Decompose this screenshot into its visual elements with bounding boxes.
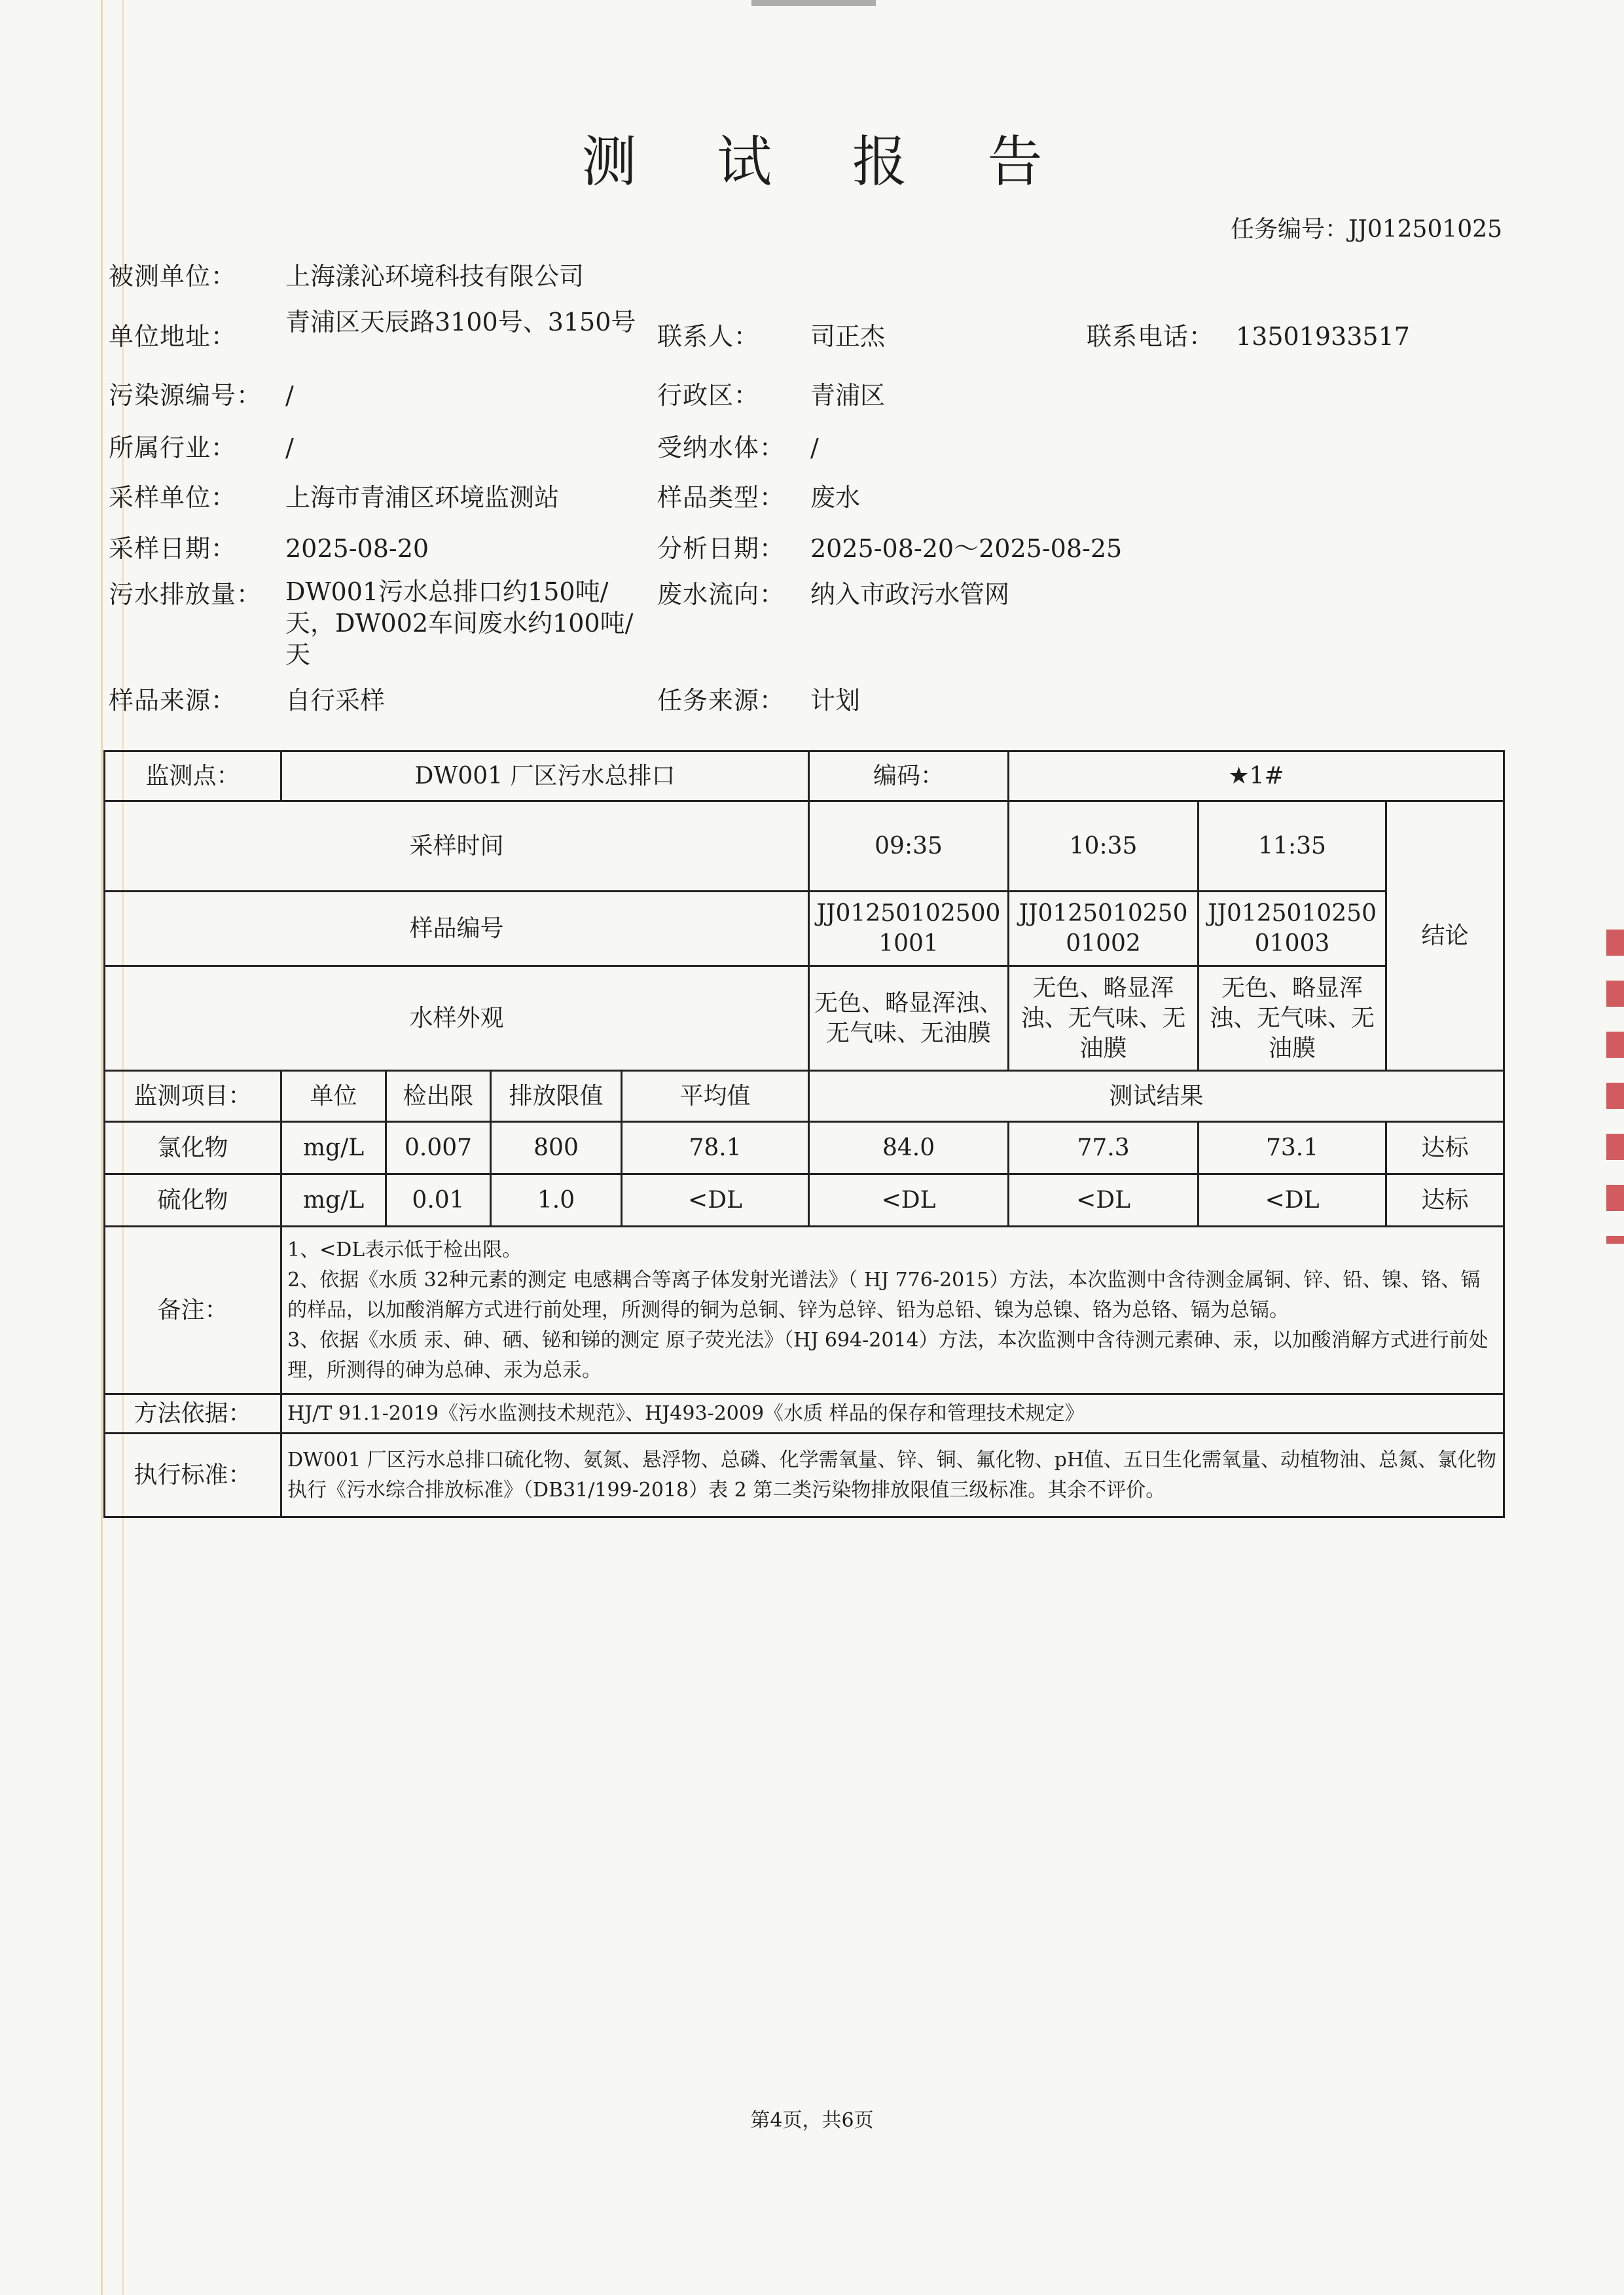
sample-time-2: 10:35 <box>1009 801 1199 892</box>
dl-header: 检出限 <box>386 1071 491 1122</box>
red-seal-edge <box>1606 930 1624 1244</box>
sample-time-1: 09:35 <box>809 801 1009 892</box>
result-1: <DL <box>809 1174 1009 1227</box>
result-3: 73.1 <box>1199 1122 1386 1174</box>
appearance-1: 无色、略显浑浊、无气味、无油膜 <box>809 966 1009 1071</box>
task-source-label: 任务来源： <box>657 686 785 715</box>
limit-value: 1.0 <box>491 1174 622 1227</box>
address-value: 青浦区天辰路3100号、3150号 <box>285 308 636 336</box>
sample-no-1: JJ012501025001001 <box>809 892 1009 966</box>
address-label: 单位地址： <box>109 322 237 351</box>
method-label: 方法依据： <box>105 1394 281 1434</box>
standard-row <box>105 1434 1504 1517</box>
results-table <box>103 750 1505 1518</box>
notes-label: 备注： <box>105 1227 281 1394</box>
phone-value: 13501933517 <box>1236 322 1410 351</box>
sample-date-value: 2025-08-20 <box>285 534 429 563</box>
analysis-date-value: 2025-08-20～2025-08-25 <box>810 534 1123 563</box>
point-label: 监测点： <box>105 751 281 801</box>
discharge-label: 污水排放量： <box>109 580 262 609</box>
code-value: ★1# <box>1009 751 1504 801</box>
code-label: 编码： <box>809 751 1009 801</box>
discharge-value: DW001污水总排口约150吨/天，DW002车间废水约100吨/天 <box>285 577 634 669</box>
page-number: 第4页，共6页 <box>750 2109 874 2132</box>
appearance-2: 无色、略显浑浊、无气味、无油膜 <box>1009 966 1199 1071</box>
task-source-value: 计划 <box>810 686 861 715</box>
result-2: <DL <box>1009 1174 1199 1227</box>
standard-value: DW001 厂区污水总排口硫化物、氨氮、悬浮物、总磷、化学需氧量、锌、铜、氟化物、pH值、五日生化需氧量、动植物油、总氮、氯化物执行《污水综合排放标准》（DB31/199-2018）表 2 第二类污染物排放限值三级标准。其余不评价。 <box>281 1434 1504 1517</box>
point-value: DW001 厂区污水总排口 <box>281 751 809 801</box>
sampler-value: 上海市青浦区环境监测站 <box>285 483 560 512</box>
unit-header: 单位 <box>281 1071 386 1122</box>
avg-value: 78.1 <box>622 1122 809 1174</box>
district-value: 青浦区 <box>810 381 886 410</box>
point-row <box>105 751 1504 801</box>
sample-type-value: 废水 <box>810 483 861 512</box>
header-row <box>105 1071 1504 1122</box>
notes-row <box>105 1227 1504 1394</box>
sample-type-label: 样品类型： <box>657 483 785 512</box>
flow-value: 纳入市政污水管网 <box>810 580 1010 609</box>
appearance-3: 无色、略显浑浊、无气味、无油膜 <box>1199 966 1386 1071</box>
sample-no-2: JJ012501025001002 <box>1009 892 1199 966</box>
source-no-label: 污染源编号： <box>109 381 262 410</box>
avg-value: <DL <box>622 1174 809 1227</box>
conclusion-value: 达标 <box>1386 1122 1504 1174</box>
task-number: 任务编号：JJ012501025 <box>1230 216 1502 243</box>
flow-label: 废水流向： <box>657 580 785 609</box>
industry-value: / <box>285 433 294 462</box>
limit-header: 排放限值 <box>491 1071 622 1122</box>
origin-value: 自行采样 <box>285 686 386 715</box>
note-1: 1、<DL表示低于检出限。 <box>287 1238 522 1261</box>
industry-label: 所属行业： <box>109 433 237 462</box>
notes-content <box>281 1227 1504 1394</box>
note-2: 2、依据《水质 32种元素的测定 电感耦合等离子体发射光谱法》（ HJ 776-2015）方法，本次监测中含待测金属铜、锌、铅、镍、铬、镉的样品，以加酸消解方式进行前处理，所测得的铜为总铜、锌为总锌、铅为总铅、镍为总镍、铬为总铬、镉为总镉。 <box>287 1268 1481 1322</box>
item-name: 硫化物 <box>105 1174 281 1227</box>
scan-edge-line <box>101 0 103 2295</box>
limit-value: 800 <box>491 1122 622 1174</box>
sample-time-row <box>105 801 1504 892</box>
scan-mark <box>751 0 876 6</box>
sampler-label: 采样单位： <box>109 483 237 512</box>
appearance-row <box>105 966 1504 1071</box>
sample-no-row <box>105 892 1504 966</box>
note-3: 3、依据《水质 汞、砷、硒、铋和锑的测定 原子荧光法》（HJ 694-2014）方法，本次监测中含待测元素砷、汞，以加酸消解方式进行前处理，所测得的砷为总砷、汞为总汞。 <box>287 1328 1489 1382</box>
method-row <box>105 1394 1504 1434</box>
unit-value: mg/L <box>281 1122 386 1174</box>
client-label: 被测单位： <box>109 262 237 291</box>
results-header: 测试结果 <box>809 1071 1504 1122</box>
dl-value: 0.007 <box>386 1122 491 1174</box>
appearance-label: 水样外观 <box>105 966 809 1071</box>
table-row <box>105 1174 1504 1227</box>
standard-label: 执行标准： <box>105 1434 281 1517</box>
analysis-date-label: 分析日期： <box>657 534 785 563</box>
sample-no-label: 样品编号 <box>105 892 809 966</box>
method-value: HJ/T 91.1-2019《污水监测技术规范》、HJ493-2009《水质 样品的保存和管理技术规定》 <box>281 1394 1504 1434</box>
avg-header: 平均值 <box>622 1071 809 1122</box>
receiving-water-value: / <box>810 433 819 462</box>
contact-label: 联系人： <box>657 322 760 351</box>
result-1: 84.0 <box>809 1122 1009 1174</box>
receiving-water-label: 受纳水体： <box>657 433 785 462</box>
source-no-value: / <box>285 381 294 410</box>
table-row <box>105 1122 1504 1174</box>
dl-value: 0.01 <box>386 1174 491 1227</box>
district-label: 行政区： <box>657 381 760 410</box>
phone-label: 联系电话： <box>1087 322 1215 351</box>
item-header: 监测项目： <box>105 1071 281 1122</box>
sample-no-3: JJ012501025001003 <box>1199 892 1386 966</box>
result-2: 77.3 <box>1009 1122 1199 1174</box>
origin-label: 样品来源： <box>109 686 237 715</box>
sample-time-label: 采样时间 <box>105 801 809 892</box>
conclusion-header: 结论 <box>1386 801 1504 1071</box>
sample-date-label: 采样日期： <box>109 534 237 563</box>
contact-value: 司正杰 <box>810 322 886 351</box>
result-3: <DL <box>1199 1174 1386 1227</box>
conclusion-value: 达标 <box>1386 1174 1504 1227</box>
report-title: 测 试 报 告 <box>581 130 1074 194</box>
client-value: 上海漾沁环境科技有限公司 <box>285 262 585 291</box>
sample-time-3: 11:35 <box>1199 801 1386 892</box>
unit-value: mg/L <box>281 1174 386 1227</box>
item-name: 氯化物 <box>105 1122 281 1174</box>
